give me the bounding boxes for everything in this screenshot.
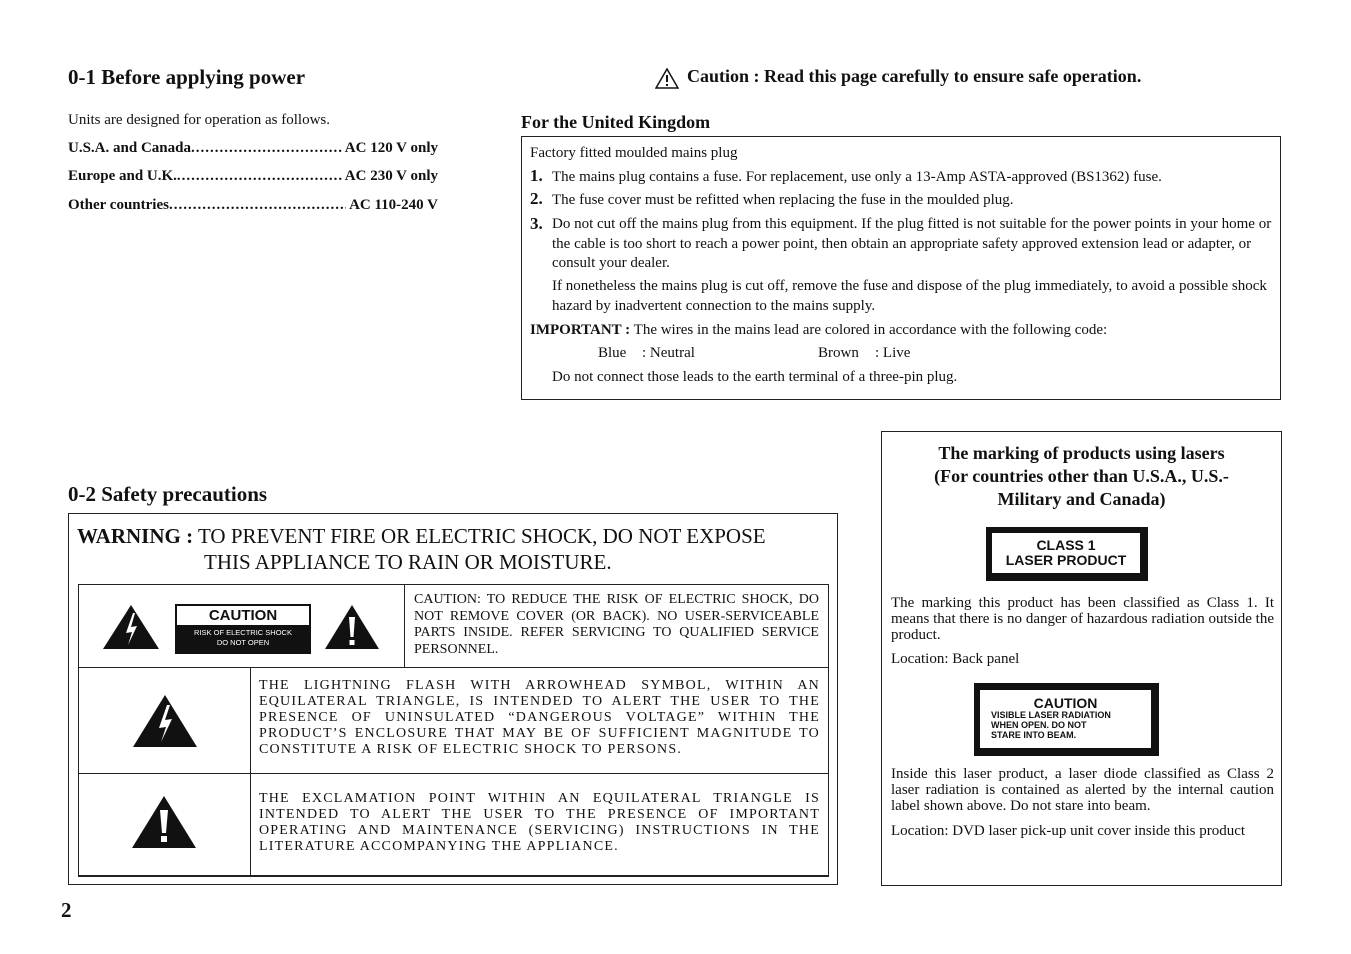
lightning-triangle-icon <box>131 693 199 754</box>
caution-label-line1: RISK OF ELECTRIC SHOCK <box>194 628 292 637</box>
important-text: The wires in the mains lead are colored in accordance with the following code: <box>633 322 1108 338</box>
laser-caution-title: CAUTION <box>1033 695 1098 711</box>
uk-intro: Factory fitted moulded mains plug <box>530 145 738 161</box>
uk-earth-note: Do not connect those leads to the earth terminal of a three-pin plug. <box>552 369 958 385</box>
location-pickup-cover: Location: DVD laser pick-up unit cover inside this product <box>891 823 1246 839</box>
caution-label-title: CAUTION <box>177 606 309 625</box>
laser-caution-line3: STARE INTO BEAM. <box>991 730 1077 740</box>
warning-label: WARNING : <box>77 524 194 548</box>
laser-caution-line1: VISIBLE LASER RADIATION <box>991 710 1111 720</box>
caution-shock-label <box>175 604 311 654</box>
location-back-panel: Location: Back panel <box>891 651 1020 667</box>
laser-title-line3: Military and Canada) <box>997 489 1166 509</box>
power-intro: Units are designed for operation as follows. <box>68 112 331 128</box>
laser-title-line1: The marking of products using lasers <box>938 443 1225 463</box>
section-title-safety: 0-2 Safety precautions <box>68 482 268 506</box>
power-row-other <box>68 197 438 214</box>
uk-item-text: The fuse cover must be refitted when replacing the fuse in the moulded plug. <box>552 192 1014 208</box>
exclamation-triangle-icon <box>130 794 198 855</box>
uk-item-text: The mains plug contains a fuse. For replacement, use only a 13-Amp ASTA-approved (BS1362) fuse. <box>552 169 1162 185</box>
power-voltage: AC 110-240 V <box>349 197 438 213</box>
important-label: IMPORTANT : <box>530 322 631 338</box>
uk-item-number: 3. <box>530 214 543 233</box>
symbol-row-caution <box>79 585 828 668</box>
warning-heading <box>77 523 766 575</box>
wire-blue-value: : Neutral <box>642 345 695 361</box>
uk-cut-note: If nonetheless the mains plug is cut off, remove the fuse and dispose of the plug immediately, to avoid a possible shock hazard by inadvertent connection to the mains supply. <box>552 278 1267 314</box>
caution-triangle-icon <box>655 68 679 94</box>
power-voltage: AC 120 V only <box>344 140 438 156</box>
wire-brown-label: Brown <box>818 345 859 361</box>
uk-item-number: 1. <box>530 166 543 185</box>
symbol-row-exclamation <box>79 773 828 876</box>
laser-box <box>881 431 1282 886</box>
section-title-power: 0-1 Before applying power <box>68 65 306 89</box>
uk-box <box>521 136 1281 400</box>
power-region: U.S.A. and Canada <box>68 140 191 156</box>
caution-label-line2: DO NOT OPEN <box>216 638 270 647</box>
class1-text: The marking this product has been classified as Class 1. It means that there is no danger of hazardous radiation outside the product. <box>891 595 1274 643</box>
lightning-text: THE LIGHTNING FLASH WITH ARROWHEAD SYMBOL, WITHIN AN EQUILATERAL TRIANGLE, IS INTENDED TO ALERT THE USER TO THE PRESENCE OF UNINSULATED “DANGEROUS VOLTAGE” WITHIN THE PRODUCT’S ENCLOSURE THAT MAY BE OF SUFFICIENT MAGNITUDE TO CONSTITUTE A RISK OF ELECTRIC SHOCK TO PERSONS. <box>259 678 820 757</box>
caution-header: Caution : Read this page carefully to ensure safe operation. <box>687 66 1142 86</box>
power-row-usa <box>68 140 438 157</box>
class1-label-line1: CLASS 1 <box>1036 537 1096 553</box>
class1-laser-label <box>986 527 1148 581</box>
safety-box <box>68 513 838 885</box>
laser-title <box>882 442 1281 511</box>
uk-important <box>530 321 1107 340</box>
laser-caution-label <box>974 683 1159 756</box>
power-region: Other countries <box>68 197 169 213</box>
warning-line2: THIS APPLIANCE TO RAIN OR MOISTURE. <box>204 550 612 574</box>
laser-title-line2: (For countries other than U.S.A., U.S.- <box>934 466 1229 486</box>
symbol-row-lightning <box>79 667 828 774</box>
exclamation-triangle-icon <box>323 603 381 656</box>
wire-brown-value: : Live <box>875 345 911 361</box>
power-voltage: AC 230 V only <box>344 168 438 184</box>
lightning-triangle-icon <box>101 603 161 656</box>
uk-item-number: 2. <box>530 189 543 208</box>
power-region: Europe and U.K. <box>68 168 177 184</box>
symbol-table <box>78 584 829 877</box>
uk-item-text: Do not cut off the mains plug from this equipment. If the plug fitted is not suitable for the power points in your home or the cable is too short to reach a power point, then obtain an appropriate safety approved extension lead or adapter, or consult your dealer. <box>552 216 1272 271</box>
laser-caution-line2: WHEN OPEN. DO NOT <box>991 720 1087 730</box>
uk-title: For the United Kingdom <box>521 112 711 132</box>
exclamation-text: THE EXCLAMATION POINT WITHIN AN EQUILATERAL TRIANGLE IS INTENDED TO ALERT THE USER TO THE PRESENCE OF IMPORTANT OPERATING AND MAINTENANCE (SERVICING) INSTRUCTIONS IN THE LITERATURE ACCOMPANYING THE APPLIANCE. <box>259 791 820 854</box>
wire-blue-label: Blue <box>598 345 627 361</box>
laser-diode-text: Inside this laser product, a laser diode classified as Class 2 laser radiation is contained as alerted by the internal caution label shown above. Do not stare into beam. <box>891 766 1274 814</box>
power-row-europe <box>68 168 438 185</box>
warning-line1: TO PREVENT FIRE OR ELECTRIC SHOCK, DO NOT EXPOSE <box>197 524 766 548</box>
caution-text: CAUTION: TO REDUCE THE RISK OF ELECTRIC SHOCK, DO NOT REMOVE COVER (OR BACK). NO USER-SERVICEABLE PARTS INSIDE. REFER SERVICING TO QUALIFIED SERVICE PERSONNEL. <box>414 592 819 657</box>
class1-label-line2: LASER PRODUCT <box>1005 552 1127 568</box>
page-number: 2 <box>61 898 72 922</box>
